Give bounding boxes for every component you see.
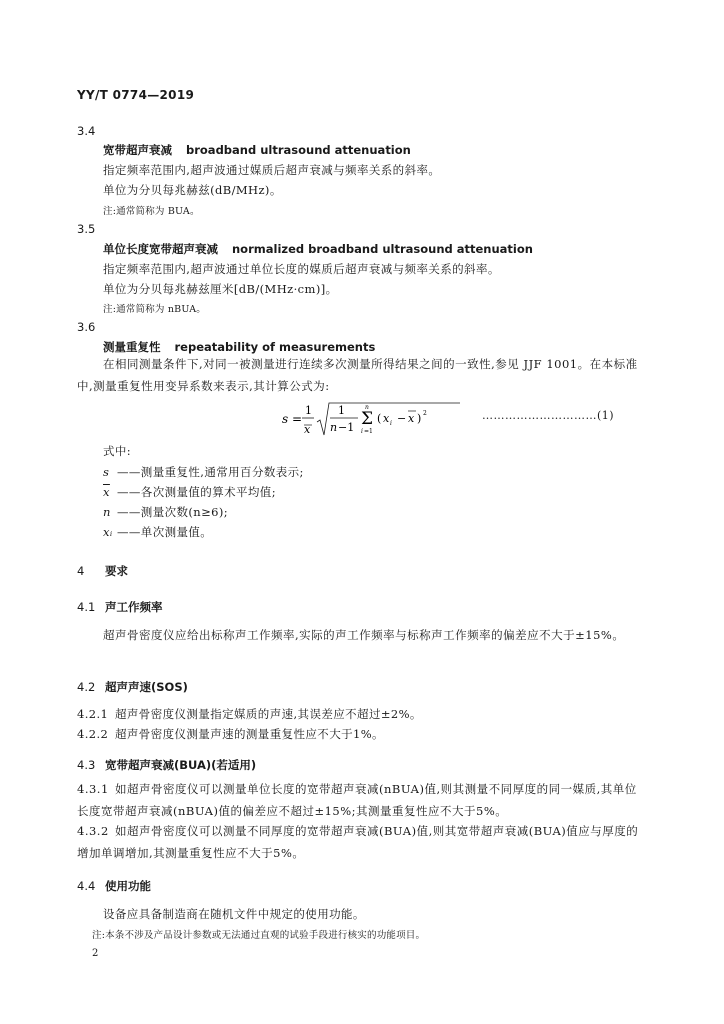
- variable-desc: ——测量次数(n≥6);: [117, 505, 229, 519]
- clause-text: 超声骨密度仪测量指定媒质的声速,其误差应不超过±2%。: [115, 707, 422, 721]
- definition: 指定频率范围内,超声波通过媒质后超声衰减与频率关系的斜率。: [103, 163, 441, 177]
- clause-item: [77, 778, 643, 822]
- variable-row: [103, 504, 228, 520]
- variable-row: [103, 464, 304, 480]
- formula: [280, 400, 460, 438]
- term-en: repeatability of measurements: [174, 340, 376, 354]
- svg-text:1: 1: [338, 404, 345, 417]
- term-cn: 测量重复性: [103, 340, 161, 354]
- definition: 指定频率范围内,超声波通过单位长度的媒质后超声衰减与频率关系的斜率。: [103, 262, 500, 276]
- clause-item: [77, 706, 422, 722]
- svg-text:n: n: [330, 421, 338, 434]
- variable-desc: ——单次测量值。: [117, 525, 213, 539]
- svg-text:): ): [417, 412, 422, 425]
- subsection-heading: [77, 599, 163, 615]
- clause-item: [77, 820, 643, 864]
- svg-text:x: x: [383, 412, 390, 425]
- variable-symbol: n: [103, 505, 111, 519]
- subsection-title: 声工作频率: [105, 600, 163, 614]
- unit-text: 单位为分贝每兆赫兹厘米[dB/(MHz·cm)]。: [103, 282, 338, 296]
- clause-number: 4.3.1: [77, 782, 109, 796]
- svg-text:1: 1: [305, 404, 312, 417]
- svg-text:i: i: [361, 428, 363, 435]
- section-title: 要求: [105, 564, 128, 578]
- clause-number: 4.2.2: [77, 727, 109, 741]
- definition: 在相同测量条件下,对同一被测量进行连续多次测量所得结果之间的一致性,参见 JJF 1001。在本标准中,测量重复性用变异系数来表示,其计算公式为:: [77, 357, 638, 393]
- section-heading: [77, 563, 128, 579]
- subsection-title: 使用功能: [105, 879, 151, 893]
- svg-text:s: s: [282, 412, 289, 426]
- svg-text:Σ: Σ: [361, 409, 374, 429]
- note: 注:通常简称为 nBUA。: [103, 304, 206, 315]
- subsection-title: 宽带超声衰减(BUA)(若适用): [105, 758, 257, 772]
- svg-text:(: (: [377, 412, 382, 425]
- clause-text: 如超声骨密度仪可以测量单位长度的宽带超声衰减(nBUA)值,则其测量不同厚度的同一媒质,其单位长度宽带超声衰减(nBUA)值的偏差应不超过±15%;其测量重复性应不大于5%。: [77, 782, 637, 818]
- section-number: 4: [77, 564, 85, 578]
- svg-text:−1: −1: [338, 421, 355, 434]
- svg-text:=: =: [292, 412, 303, 426]
- unit-text: 单位为分贝每兆赫兹(dB/MHz)。: [103, 183, 282, 197]
- variable-desc: ——测量重复性,通常用百分数表示;: [117, 465, 304, 479]
- note: 注:本条不涉及产品设计参数或无法通过直观的试验手段进行核实的功能项目。: [92, 930, 426, 941]
- clause-number: 4.3.2: [77, 824, 109, 838]
- where-label: 式中:: [103, 444, 132, 458]
- variable-symbol: xᵢ: [103, 525, 113, 539]
- term-en: broadband ultrasound attenuation: [186, 143, 411, 157]
- subsection-number: 4.1: [77, 600, 96, 614]
- svg-text:i: i: [390, 420, 392, 427]
- clause-item: [77, 726, 384, 742]
- variable-row: [103, 484, 276, 500]
- term-heading: [103, 241, 533, 257]
- variable-symbol: $\overline{x}$: [103, 485, 110, 499]
- clause-text: 如超声骨密度仪可以测量不同厚度的宽带超声衰减(BUA)值,则其宽带超声衰减(BUA)值应与厚度的增加单调增加,其测量重复性应不大于5%。: [77, 824, 639, 860]
- subsection-heading: [77, 878, 151, 894]
- variable-row: [103, 524, 212, 540]
- svg-text:n: n: [365, 404, 369, 411]
- page-number: 2: [92, 948, 99, 959]
- subsection-heading: [77, 757, 256, 773]
- variable-symbol: s: [103, 465, 110, 479]
- clause-number: 4.2.1: [77, 707, 109, 721]
- clause-number: 3.5: [77, 222, 96, 236]
- subsection-number: 4.3: [77, 758, 96, 772]
- svg-text:−: −: [397, 412, 407, 425]
- variable-desc: ——各次测量值的算术平均值;: [117, 485, 276, 499]
- term-en: normalized broadband ultrasound attenuation: [232, 242, 533, 256]
- subsection-title: 超声声速(SOS): [105, 680, 188, 694]
- paragraph: 超声骨密度仪应给出标称声工作频率,实际的声工作频率与标称声工作频率的偏差应不大于±15%。: [103, 628, 625, 642]
- svg-text:2: 2: [423, 410, 427, 417]
- note: 注:通常简称为 BUA。: [103, 206, 200, 217]
- term-cn: 宽带超声衰减: [103, 143, 172, 157]
- subsection-heading: [77, 679, 188, 695]
- subsection-number: 4.4: [77, 879, 96, 893]
- svg-text:x: x: [408, 412, 415, 425]
- clause-number: 3.6: [77, 320, 96, 334]
- standard-code: YY/T 0774—2019: [77, 88, 195, 102]
- svg-text:=1: =1: [364, 428, 373, 435]
- paragraph: 设备应具备制造商在随机文件中规定的使用功能。: [103, 907, 365, 921]
- svg-text:x: x: [304, 423, 311, 436]
- clause-number: 3.4: [77, 124, 96, 138]
- term-heading: [103, 142, 411, 158]
- subsection-number: 4.2: [77, 680, 96, 694]
- formula-number: …………………………(1): [482, 409, 615, 422]
- clause-text: 超声骨密度仪测量声速的测量重复性应不大于1%。: [115, 727, 384, 741]
- term-cn: 单位长度宽带超声衰减: [103, 242, 218, 256]
